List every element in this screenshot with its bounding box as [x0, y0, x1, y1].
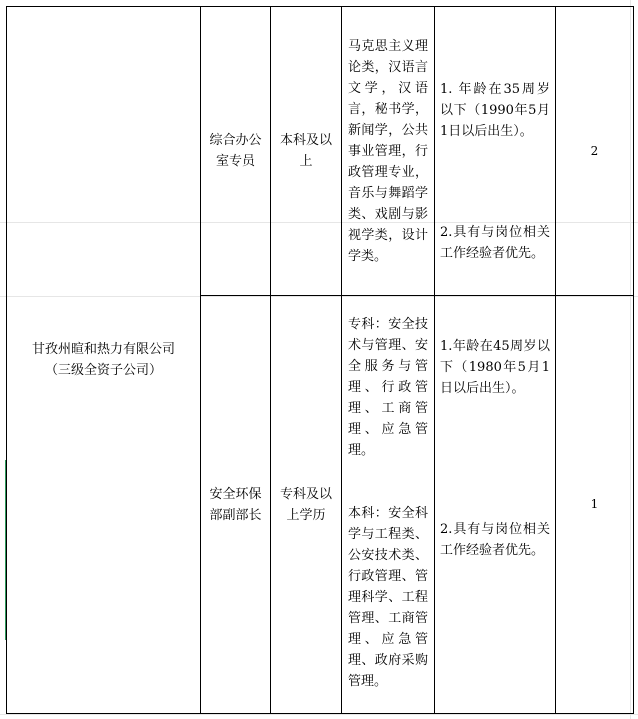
major-cell — [342, 296, 435, 714]
grid-line — [0, 714, 638, 715]
position-cell — [201, 296, 271, 714]
experience-requirement: 2.具有与岗位相关工作经验者优先。 — [440, 225, 550, 261]
major-cell — [342, 7, 435, 296]
education-cell — [271, 296, 342, 714]
education-requirement: 专科及以上学历 — [279, 486, 332, 523]
job-table — [6, 6, 634, 714]
spacer — [435, 399, 555, 519]
spacer — [342, 461, 434, 503]
company-name: 甘孜州暄和热力有限公司 — [31, 342, 175, 357]
company-cell — [7, 7, 201, 714]
headcount-cell — [556, 7, 634, 296]
company-note: （三级全资子公司） — [44, 363, 162, 378]
spacer — [435, 142, 555, 222]
education-requirement: 本科及以上 — [279, 133, 332, 169]
experience-requirement: 2.具有与岗位相关工作经验者优先。 — [440, 522, 550, 558]
position-title: 综合办公室专员 — [209, 133, 262, 169]
position-cell — [201, 7, 271, 296]
other-requirements-cell — [435, 296, 556, 714]
major-undergraduate: 本科：安全科学与工程类、公安技术类、行政管理、管理科学、工程管理、工商管理、应急管理、政府采购管理。 — [348, 506, 428, 689]
age-requirement: 1.年龄在45周岁以下（1980年5月1日以后出生）。 — [440, 339, 550, 396]
age-requirement: 1. 年龄在35周岁以下（1990年5月1日以后出生）。 — [440, 82, 550, 139]
other-requirements-cell — [435, 7, 556, 296]
table-row — [7, 7, 634, 296]
headcount: 2 — [590, 143, 599, 158]
headcount: 1 — [590, 497, 599, 511]
major-specialist: 专科：安全技术与管理、安全服务与管理、行政管理、工商管理、应急管理。 — [348, 317, 428, 458]
major-requirement: 马克思主义理论类，汉语言文学，汉语言，秘书学，新闻学，公共事业管理，行政管理专业，音乐与舞蹈学类、戏剧与影视学类，设计学类。 — [348, 38, 428, 264]
position-title: 安全环保部副部长 — [209, 486, 262, 523]
education-cell — [271, 7, 342, 296]
headcount-cell — [556, 296, 634, 714]
